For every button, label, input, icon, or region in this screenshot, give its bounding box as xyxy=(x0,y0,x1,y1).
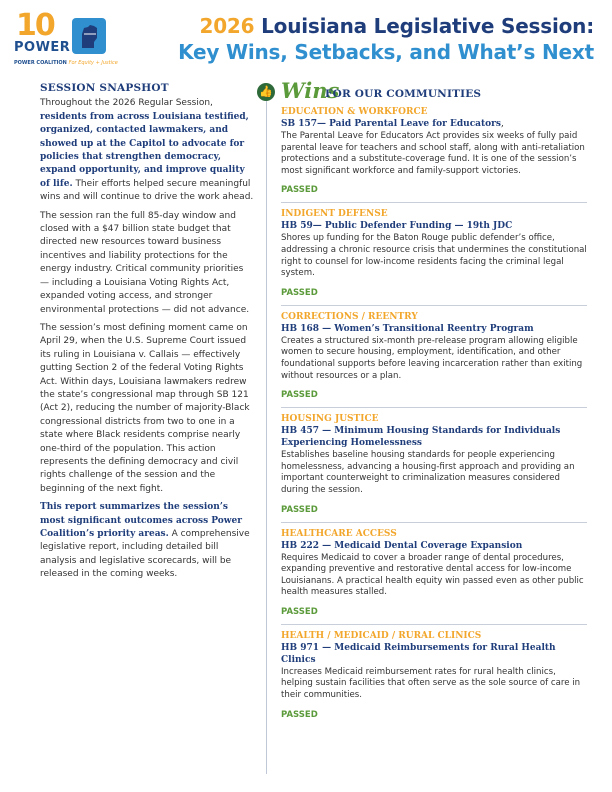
win-category: INDIGENT DEFENSE xyxy=(281,209,388,220)
snapshot-paragraph-1: Throughout the 2026 Regular Session, residents from across Louisiana testified, organized, contacted lawmakers, and showed up at the Capitol to advocate for policies that strengthen democracy, expand opportunity, and improve quality of life. Their efforts helped secure meaningful wins and will continue to drive the work ahead. xyxy=(40,98,254,203)
win-status: PASSED xyxy=(281,709,318,720)
win-status: PASSED xyxy=(281,185,318,196)
divider xyxy=(281,202,587,203)
win-category: EDUCATION & WORKFORCE xyxy=(281,107,428,117)
wins-section xyxy=(259,78,587,727)
win-category: HEALTHCARE ACCESS xyxy=(281,528,397,539)
win-item xyxy=(281,311,587,408)
raised-fist-icon xyxy=(70,16,108,56)
win-description: Shores up funding for the Baton Rouge public defender’s office, addressing a chronic resource crisis that undermines the constitutional right to counsel for low-income residents facing the criminal legal system. xyxy=(281,233,587,279)
win-status: PASSED xyxy=(281,390,318,401)
divider xyxy=(281,624,587,625)
win-item xyxy=(281,630,587,720)
win-description: Increases Medicaid reimbursement rates for rural health clinics, helping sustain facilities that often serve as the sole source of care in their communities. xyxy=(281,666,581,701)
win-item xyxy=(281,106,587,203)
snapshot-heading: SESSION SNAPSHOT xyxy=(40,82,169,94)
win-item xyxy=(281,413,587,522)
win-bill: SB 157— Paid Parental Leave for Educators, xyxy=(281,119,504,129)
page-title-line2: Key Wins, Setbacks, and What’s Next xyxy=(178,40,594,64)
win-bill: HB 168 — Women’s Transitional Reentry Program xyxy=(281,323,534,334)
divider xyxy=(281,305,587,306)
win-status: PASSED xyxy=(281,504,318,515)
win-description: Creates a structured six-month pre-release program allowing eligible women to secure housing, employment, identification, and other foundational supports before leaving incarceration rather than exiting without resources or a plan. xyxy=(281,335,583,381)
logo-subtitle: POWER COALITION For Equity + Justice xyxy=(14,60,118,66)
title-text-1: Louisiana Legislative Session: xyxy=(261,14,594,38)
logo-wordmark: POWER xyxy=(14,40,71,55)
page-title-line1 xyxy=(200,14,595,38)
thumbs-up-icon: 👍 xyxy=(257,83,275,101)
win-description: The Parental Leave for Educators Act provides six weeks of fully paid parental leave for teachers and school staff, along with anti-retaliation protections and a substitute-coverage fund. It is one of the session’s most significant workforce and family-support victories. xyxy=(281,131,585,176)
snapshot-paragraph-4: This report summarizes the session’s most significant outcomes across Power Coalition’s priority areas. A comprehensive legislative report, including detailed bill analysis and legislative scorecards, will be released in the coming weeks. xyxy=(40,502,250,580)
page-header xyxy=(0,0,612,80)
divider xyxy=(281,522,587,523)
snapshot-paragraph-3: The session’s most defining moment came on April 29, when the U.S. Supreme Court issued its ruling in Louisiana v. Callais — effectively gutting Section 2 of the federal Voting Rights Act. Within days, Louisiana lawmakers redrew the state’s congressional map through SB 121 (Act 2), reducing the number of majority-Black congressional districts from two to one in a state where Black residents comprise nearly one-third of the population. This action represents the defining democracy and civil rights challenge of the session and the beginning of the next fight. xyxy=(40,322,250,494)
win-category: CORRECTIONS / REENTRY xyxy=(281,311,418,322)
win-status: PASSED xyxy=(281,287,318,298)
title-year: 2026 xyxy=(199,14,255,38)
logo-number: 10 xyxy=(16,8,54,43)
snapshot-paragraph-2: The session ran the full 85-day window and closed with a $47 billion state budget that directed new resources toward business incentives and liability protections for the energy industry. Critical community priorities — including a Louisiana Voting Rights Act, expanded voting access, and stronger environmental protections — did not advance. xyxy=(40,210,250,315)
column-divider xyxy=(266,84,267,774)
wins-heading xyxy=(259,78,587,106)
win-category: HEALTH / MEDICAID / RURAL CLINICS xyxy=(281,630,482,641)
win-category: HOUSING JUSTICE xyxy=(281,414,379,425)
win-description: Requires Medicaid to cover a broader range of dental procedures, expanding preventive and restorative dental access for low-income Louisianans. A practical health equity win passed even as other public health measures stalled. xyxy=(281,552,584,598)
wins-subheading: FOR OUR COMMUNITIES xyxy=(325,88,482,100)
win-bill: HB 59— Public Defender Funding — 19th JDC xyxy=(281,221,513,232)
win-description: Establishes baseline housing standards for people experiencing homelessness, advancing a housing-first approach and providing an important counterweight to criminalization measures considered during the session. xyxy=(281,450,575,495)
win-item xyxy=(281,208,587,305)
power-coalition-logo xyxy=(12,8,132,70)
divider xyxy=(281,407,587,408)
session-snapshot xyxy=(40,82,254,587)
win-bill: HB 971 — Medicaid Reimbursements for Rural Health Clinics xyxy=(281,642,556,665)
win-status: PASSED xyxy=(281,606,318,617)
win-item xyxy=(281,528,587,625)
wins-word: Wins xyxy=(281,78,340,103)
win-bill: HB 222 — Medicaid Dental Coverage Expansion xyxy=(281,540,523,551)
win-bill: HB 457 — Minimum Housing Standards for Individuals Experiencing Homelessness xyxy=(281,426,561,449)
